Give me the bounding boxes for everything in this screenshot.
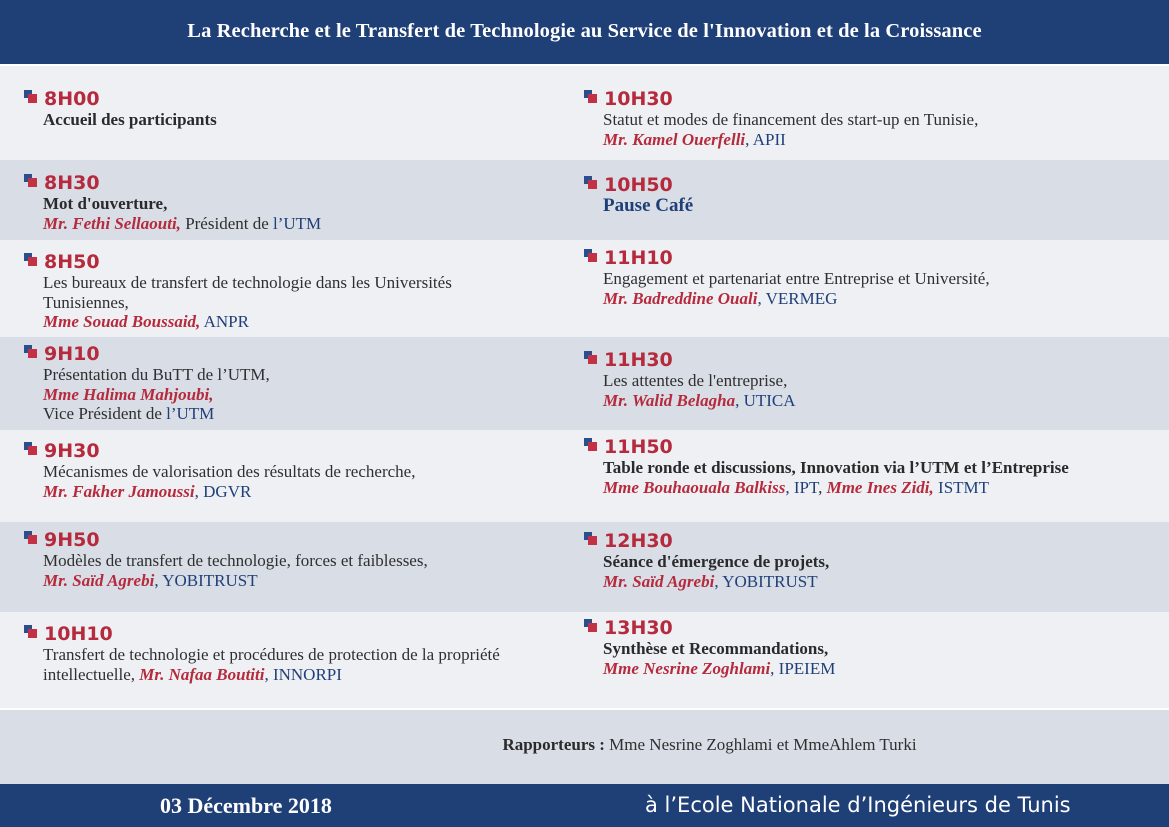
detail-line	[43, 645, 500, 665]
detail-line	[603, 659, 835, 679]
text-segment: intellectuelle,	[43, 664, 140, 684]
detail-line	[43, 273, 452, 293]
text-segment: Présentation du BuTT de l’UTM,	[43, 365, 270, 384]
slot-time: 10H30	[604, 88, 673, 110]
organization-name: , APII	[745, 129, 786, 149]
speaker-name: Mr. Fethi Sellaouti,	[43, 213, 181, 233]
speaker-name: Mme Bouhaouala Balkiss	[603, 477, 786, 497]
speaker-name: Mme Nesrine Zoghlami	[603, 658, 771, 678]
detail-line	[603, 572, 829, 592]
slot-details	[43, 551, 428, 590]
text-segment: Statut et modes de financement des start-up en Tunisie,	[603, 110, 979, 129]
slot-details	[603, 552, 829, 591]
organization-name: l’UTM	[273, 213, 322, 233]
bullet-icon	[584, 176, 598, 190]
rapporteurs-label: Rapporteurs :	[502, 735, 605, 754]
organization-name: , VERMEG	[757, 288, 838, 308]
organization-name: l’UTM	[166, 404, 215, 423]
break-title: Pause Café	[603, 195, 694, 216]
slot-details	[43, 462, 415, 501]
organization-name: , UTICA	[735, 390, 796, 410]
rapporteurs-names: Mme Nesrine Zoghlami et MmeAhlem Turki	[604, 735, 917, 754]
bullet-icon	[24, 253, 38, 267]
slot-time: 11H30	[604, 349, 673, 371]
text-segment: Les bureaux de transfert de technologie dans les Universités	[43, 273, 452, 292]
session-title: Accueil des participants	[43, 110, 217, 129]
bullet-icon	[584, 90, 598, 104]
speaker-name: Mme Ines Zidi,	[826, 477, 934, 497]
text-segment: Président de	[180, 213, 274, 233]
detail-line	[603, 478, 1069, 498]
bullet-icon	[584, 619, 598, 633]
bullet-icon	[584, 249, 598, 263]
detail-line	[603, 110, 978, 130]
slot-details	[603, 110, 978, 149]
detail-line	[603, 269, 990, 289]
detail-line	[43, 551, 428, 571]
slot-time: 10H10	[44, 623, 113, 645]
bullet-icon	[24, 345, 38, 359]
detail-line	[43, 404, 270, 424]
session-title: Synthèse et Recommandations,	[603, 639, 829, 658]
organization-name: , YOBITRUST	[154, 570, 258, 590]
slot-time: 9H30	[44, 440, 100, 462]
slot-time: 9H10	[44, 343, 100, 365]
speaker-name: Mr. Saïd Agrebi	[603, 571, 715, 591]
page-title: La Recherche et le Transfert de Technologie au Service de l'Innovation et de la Croissance	[187, 20, 982, 42]
organization-name: , IPT	[785, 477, 819, 497]
rapporteurs-line	[0, 735, 1169, 755]
detail-line	[43, 462, 415, 482]
bullet-icon	[584, 351, 598, 365]
detail-line	[603, 289, 990, 309]
session-title: Séance d'émergence de projets,	[603, 552, 830, 571]
footer-banner	[0, 784, 1169, 827]
bullet-icon	[24, 90, 38, 104]
organization-name: , DGVR	[194, 481, 252, 501]
detail-line	[43, 571, 428, 591]
speaker-name: Mr. Nafaa Boutiti	[139, 664, 265, 684]
slot-details	[43, 194, 321, 233]
detail-line	[43, 365, 270, 385]
organization-name: , INNORPI	[264, 664, 342, 684]
slot-details	[43, 110, 217, 130]
slot-details	[43, 645, 500, 684]
detail-line	[603, 130, 978, 150]
slot-details	[603, 371, 796, 410]
detail-line	[43, 665, 500, 685]
text-segment: Les attentes de l'entreprise,	[603, 371, 788, 390]
organization-name: , YOBITRUST	[714, 571, 818, 591]
slot-time: 8H00	[44, 88, 100, 110]
speaker-name: Mr. Walid Belagha	[603, 390, 736, 410]
speaker-name: Mr. Saïd Agrebi	[43, 570, 155, 590]
bullet-icon	[24, 174, 38, 188]
speaker-name: Mme Halima Mahjoubi,	[43, 384, 214, 404]
slot-time: 10H50	[604, 174, 673, 196]
slot-details	[43, 273, 452, 332]
slot-time: 8H50	[44, 251, 100, 273]
slot-time: 9H50	[44, 529, 100, 551]
detail-line	[603, 196, 693, 216]
text-segment: Tunisiennes,	[43, 292, 129, 312]
bullet-icon	[584, 438, 598, 452]
slot-details	[603, 269, 990, 308]
session-title: Mot d'ouverture,	[43, 194, 168, 213]
detail-line	[43, 110, 217, 130]
speaker-name: Mr. Badreddine Ouali	[603, 288, 758, 308]
organization-name: ISTMT	[933, 477, 990, 497]
slot-time: 11H10	[604, 247, 673, 269]
slot-details	[43, 365, 270, 424]
detail-line	[43, 385, 270, 405]
slot-time: 12H30	[604, 530, 673, 552]
detail-line	[43, 293, 452, 313]
slot-details	[603, 458, 1069, 497]
speaker-name: Mr. Fakher Jamoussi	[43, 481, 195, 501]
speaker-name: Mme Souad Boussaid,	[43, 312, 201, 331]
organization-name: ANPR	[200, 312, 249, 331]
detail-line	[603, 371, 796, 391]
speaker-name: Mr. Kamel Ouerfelli	[603, 129, 746, 149]
slot-details	[603, 196, 693, 216]
detail-line	[43, 214, 321, 234]
slot-time: 13H30	[604, 617, 673, 639]
detail-line	[43, 312, 452, 332]
event-date: 03 Décembre 2018	[160, 793, 332, 818]
slot-time: 8H30	[44, 172, 100, 194]
bullet-icon	[24, 625, 38, 639]
organization-name: , IPEIEM	[770, 658, 836, 678]
text-segment: Engagement et partenariat entre Entreprise et Université,	[603, 269, 990, 288]
detail-line	[43, 194, 321, 214]
header-banner	[0, 0, 1169, 64]
detail-line	[603, 391, 796, 411]
text-segment: Mécanismes de valorisation des résultats de recherche,	[43, 462, 416, 481]
detail-line	[603, 458, 1069, 478]
session-title: Table ronde et discussions, Innovation via l’UTM et l’Entreprise	[603, 458, 1069, 477]
text-segment: Vice Président de	[43, 404, 167, 423]
detail-line	[43, 482, 415, 502]
bullet-icon	[24, 442, 38, 456]
detail-line	[603, 639, 835, 659]
text-segment: Modèles de transfert de technologie, forces et faiblesses,	[43, 551, 428, 570]
bullet-icon	[24, 531, 38, 545]
text-segment: Transfert de technologie et procédures de protection de la propriété	[43, 645, 500, 664]
text-segment: ,	[818, 477, 827, 497]
bullet-icon	[584, 532, 598, 546]
event-place: à l’Ecole Nationale d’Ingénieurs de Tunis	[645, 793, 1071, 817]
slot-time: 11H50	[604, 436, 673, 458]
detail-line	[603, 552, 829, 572]
slot-details	[603, 639, 835, 678]
